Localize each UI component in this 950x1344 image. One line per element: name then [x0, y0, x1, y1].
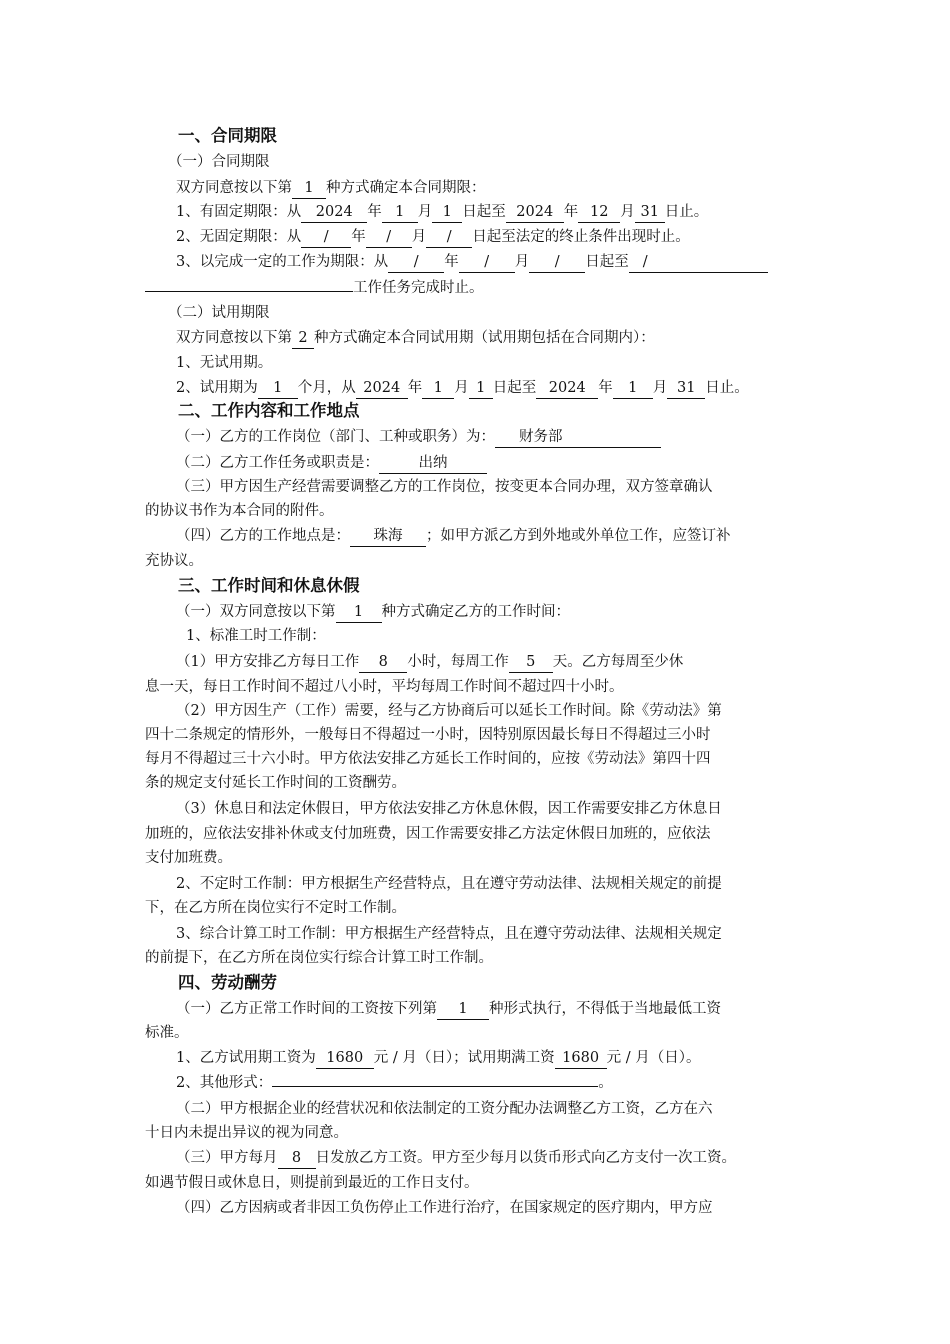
- s3-line6: 四十二条规定的情形外，一般每日不得超过一小时，因特别原因最长每日不得超过三小时: [145, 727, 711, 743]
- job-position-blank: 财务部: [495, 428, 661, 448]
- s1-line8: 2、试用期为 1 个月，从 2024 年 1 月 1 日起至 2024 年 1 月 31 日止。: [176, 376, 841, 400]
- s4-line4: 2、其他形式： 。: [176, 1075, 613, 1091]
- payday-blank: 8: [278, 1149, 316, 1169]
- section-2-title: 二、工作内容和工作地点: [178, 401, 360, 420]
- s1-sub1: （一）合同期限: [168, 154, 270, 170]
- other-form-blank: [272, 1086, 598, 1087]
- s3-line4: 息一天，每日工作时间不超过八小时，平均每周工作时间不超过四十小时。: [145, 679, 624, 695]
- s3-line1: （一）双方同意按以下第 1 种方式确定乙方的工作时间：: [176, 600, 841, 624]
- s4-line1: （一）乙方正常工作时间的工资按下列第 1 种形式执行，不得低于当地最低工资: [176, 997, 841, 1021]
- section-4-title: 四、劳动酬劳: [178, 973, 277, 992]
- s1-line7: 1、无试用期。: [176, 355, 273, 371]
- s2-line6: 充协议。: [145, 553, 203, 569]
- s1-line2: 1、有固定期限：从 2024 年 1 月 1 日起至 2024 年 12 月 31 日止。: [176, 200, 841, 224]
- s4-line8: 如遇节假日或休息日，则提前到最近的工作日支付。: [145, 1175, 479, 1191]
- work-time-method-blank: 1: [336, 603, 382, 623]
- s3-line2: 1、标准工时工作制：: [186, 628, 326, 644]
- section-3-title: 三、工作时间和休息休假: [178, 576, 360, 595]
- s2-line5: （四）乙方的工作地点是： 珠海 ；如甲方派乙方到外地或外单位工作，应签订补: [176, 524, 841, 548]
- contract-method-blank: 1: [292, 179, 326, 199]
- s4-line2: 标准。: [145, 1025, 189, 1041]
- s3-line7: 每月不得超过三十六小时。甲方依法安排乙方延长工作时间的，应按《劳动法》第四十四: [145, 751, 711, 767]
- s4-line6: 十日内未提出异议的视为同意。: [145, 1125, 348, 1141]
- s3-line13: 下，在乙方所在岗位实行不定时工作制。: [145, 900, 406, 916]
- s3-line9: （3）休息日和法定休假日，甲方依法安排乙方休息休假，因工作需要安排乙方休息日: [176, 801, 722, 817]
- s4-line3: 1、乙方试用期工资为 1680 元 / 月（日）；试用期满工资 1680 元 / 月（日）。: [176, 1046, 841, 1070]
- s3-line15: 的前提下，在乙方所在岗位实行综合计算工时工作制。: [145, 950, 493, 966]
- s3-line12: 2、不定时工作制：甲方根据生产经营特点，且在遵守劳动法律、法规相关规定的前提: [176, 876, 722, 892]
- s3-line14: 3、综合计算工时工作制：甲方根据生产经营特点，且在遵守劳动法律、法规相关规定: [176, 926, 722, 942]
- s1-line6: 双方同意按以下第 2 种方式确定本合同试用期（试用期包括在合同期内）：: [176, 326, 841, 350]
- s1-line5: 工作任务完成时止。: [145, 276, 810, 300]
- s2-line1: （一）乙方的工作岗位（部门、工种或职务）为： 财务部: [176, 425, 841, 449]
- s2-line2: （二）乙方工作任务或职责是： 出纳: [176, 451, 841, 475]
- s1-line3: 2、无固定期限：从 / 年 / 月 / 日起至法定的终止条件出现时止。: [176, 225, 841, 249]
- work-location-blank: 珠海: [350, 527, 426, 547]
- s1-line1: 双方同意按以下第 1 种方式确定本合同期限：: [176, 176, 841, 200]
- s4-line7: （三）甲方每月 8 日发放乙方工资。甲方至少每月以货币形式向乙方支付一次工资。: [176, 1146, 841, 1170]
- wage-form-blank: 1: [437, 1000, 489, 1020]
- s3-line3: （1）甲方安排乙方每日工作 8 小时，每周工作 5 天。乙方每周至少休: [176, 650, 841, 674]
- probation-method-blank: 2: [292, 329, 314, 349]
- s2-line4: 的协议书作为本合同的附件。: [145, 503, 334, 519]
- s4-line9: （四）乙方因病或者非因工负伤停止工作进行治疗，在国家规定的医疗期内，甲方应: [176, 1200, 713, 1216]
- task-blank: [145, 291, 353, 292]
- weekly-days-blank: 5: [509, 653, 553, 673]
- s3-line8: 条的规定支付延长工作时间的工资酬劳。: [145, 775, 406, 791]
- s3-line11: 支付加班费。: [145, 850, 232, 866]
- s2-line3: （三）甲方因生产经营需要调整乙方的工作岗位，按变更本合同办理，双方签章确认: [176, 479, 713, 495]
- section-1-title: 一、合同期限: [178, 126, 277, 145]
- s1-line4: 3、以完成一定的工作为期限：从 / 年 / 月 / 日起至 /: [176, 250, 841, 274]
- daily-hours-blank: 8: [359, 653, 407, 673]
- s1-sub2: （二）试用期限: [168, 305, 270, 321]
- probation-wage-blank: 1680: [316, 1049, 374, 1069]
- job-duty-blank: 出纳: [379, 454, 487, 474]
- regular-wage-blank: 1680: [555, 1049, 607, 1069]
- s3-line10: 加班的，应依法安排补休或支付加班费，因工作需要安排乙方法定休假日加班的，应依法: [145, 826, 711, 842]
- s3-line5: （2）甲方因生产（工作）需要，经与乙方协商后可以延长工作时间。除《劳动法》第: [176, 703, 722, 719]
- s4-line5: （二）甲方根据企业的经营状况和依法制定的工资分配办法调整乙方工资，乙方在六: [176, 1101, 713, 1117]
